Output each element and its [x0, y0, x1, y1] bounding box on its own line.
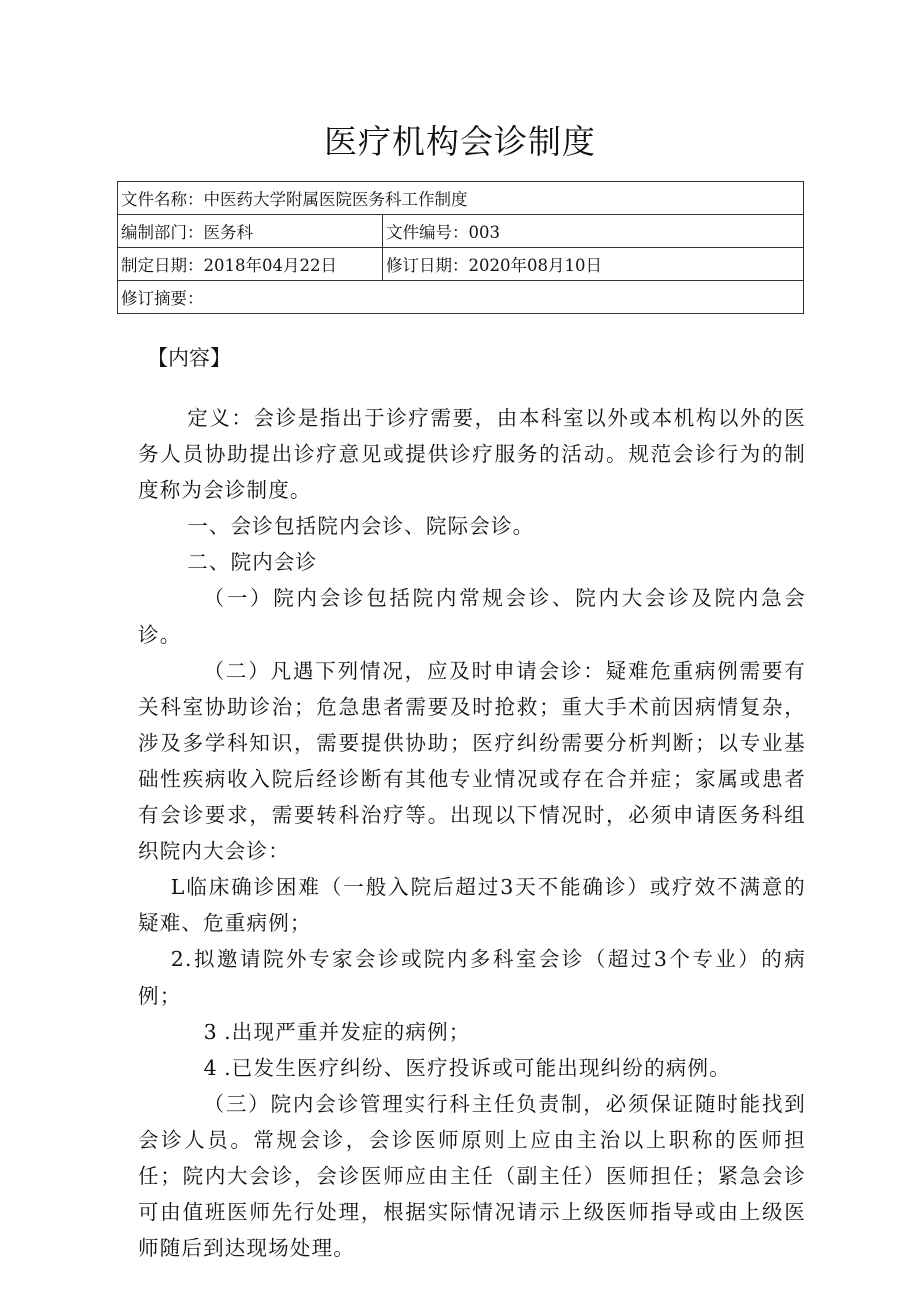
list-item — [138, 1014, 806, 1050]
table-row — [118, 248, 804, 281]
table-row — [118, 281, 804, 314]
made-date-value: 2018年04月22日 — [203, 256, 337, 275]
dept-value: 医务科 — [203, 223, 253, 242]
document-body — [138, 400, 806, 1266]
list-item — [138, 1050, 806, 1086]
dept-label: 编制部门： — [121, 223, 204, 242]
rev-summary-label: 修订摘要： — [121, 289, 204, 308]
list-number: L — [170, 875, 186, 900]
list-item — [138, 941, 806, 1013]
sub-1-paragraph: （一）院内会诊包括院内常规会诊、院内大会诊及院内急会诊。 — [138, 586, 806, 647]
file-no-cell — [383, 215, 804, 248]
sub-2-paragraph: （二）凡遇下列情况，应及时申请会诊：疑难危重病例需要有关科室协助诊治；危急患者需要及时抢救；重大手术前因病情复杂，涉及多学科知识，需要提供协助；医疗纠纷需要分析判断；以专业基础性疾病收入院后经诊断有其他专业情况或存在合并症；家属或患者有会诊要求，需要转科治疗等。出现以下情况时，必须申请医务科组织院内大会诊： — [138, 658, 806, 864]
file-name-label: 文件名称： — [121, 190, 204, 209]
made-date-label: 制定日期： — [121, 256, 204, 275]
made-date-cell — [118, 248, 383, 281]
table-row — [118, 182, 804, 215]
rev-date-label: 修订日期： — [386, 256, 469, 275]
list-item — [138, 869, 806, 941]
list-number: 2 — [170, 947, 186, 972]
file-no-value: 003 — [468, 223, 500, 242]
content-heading: 【内容】 — [147, 346, 231, 370]
file-no-label: 文件编号： — [386, 223, 469, 242]
sub-3-paragraph: （三）院内会诊管理实行科主任负责制，必须保证随时能找到会诊人员。常规会诊，会诊医师原则上应由主治以上职称的医师担任；院内大会诊，会诊医师应由主任（副主任）医师担任；紧急会诊可由值班医师先行处理，根据实际情况请示上级医师指导或由上级医师随后到达现场处理。 — [138, 1091, 806, 1261]
definition-paragraph: 定义：会诊是指出于诊疗需要，由本科室以外或本机构以外的医务人员协助提出诊疗意见或提供诊疗服务的活动。规范会诊行为的制度称为会诊制度。 — [138, 406, 806, 503]
dept-cell — [118, 215, 383, 248]
item-1-paragraph: 一、会诊包括院内会诊、院际会诊。 — [187, 514, 535, 539]
rev-date-value: 2020年08月10日 — [468, 256, 602, 275]
list-text: 临床确诊困难（一般入院后超过3天不能确诊）或疗效不满意的疑难、危重病例； — [138, 875, 806, 936]
file-name-value: 中医药大学附属医院医务科工作制度 — [203, 190, 468, 209]
rev-summary-cell — [118, 281, 804, 314]
document-title: 医疗机构会诊制度 — [324, 122, 596, 161]
table-row — [118, 215, 804, 248]
file-name-cell — [118, 182, 804, 215]
rev-date-cell — [383, 248, 804, 281]
list-text: .出现严重并发症的病例； — [224, 1019, 471, 1044]
list-text: .已发生医疗纠纷、医疗投诉或可能出现纠纷的病例。 — [224, 1055, 731, 1080]
list-text: .拟邀请院外专家会诊或院内多科室会诊（超过3个专业）的病例； — [138, 947, 806, 1008]
item-2-paragraph: 二、院内会诊 — [187, 550, 318, 575]
document-info-table — [117, 181, 804, 314]
list-number: 4 — [203, 1055, 218, 1080]
list-number: 3 — [203, 1019, 218, 1044]
